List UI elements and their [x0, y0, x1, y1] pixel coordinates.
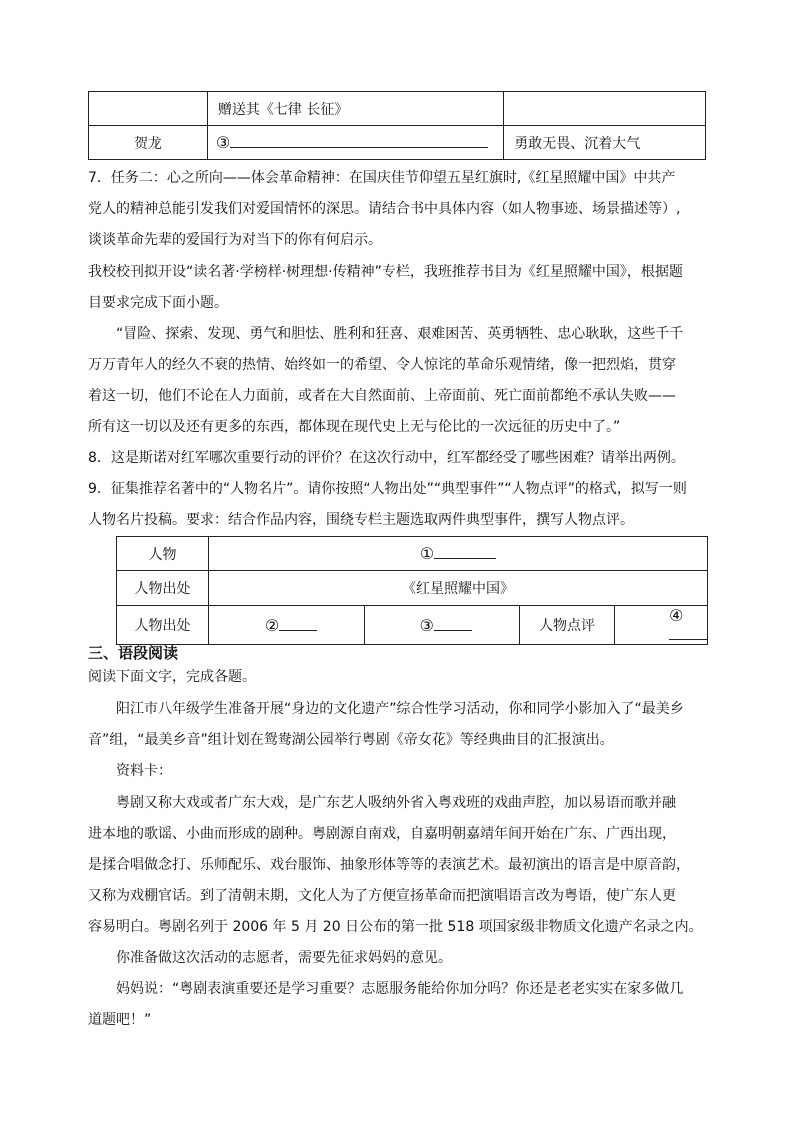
- q9-line: 9．征集推荐名著中的“人物名片”。请你按照“人物出处”“典型事件”“人物点评”的格式，拟写一则: [88, 481, 687, 497]
- table2-cell: [208, 537, 707, 571]
- quote-line: 着这一切，他们不论在人力面前，或者在大自然面前、上帝面前、死亡面前都绝不承认失败——: [88, 388, 676, 404]
- q9-line: 人物名片投稿。要求：结合作品内容，围绕专栏主题选取两件典型事件，撰写人物点评。: [88, 512, 634, 528]
- table2-cell: [117, 571, 209, 606]
- card-label: 资料卡：: [116, 763, 172, 779]
- source-value: 《红星照耀中国》: [401, 581, 514, 597]
- answer-blank[interactable]: [434, 544, 496, 559]
- source-label-2: 人物出处: [134, 618, 191, 634]
- paragraph-line: 妈妈说：“粤剧表演重要还是学习重要？志愿服务能给你加分吗？你还是老老实实在家多做几: [116, 981, 684, 997]
- table1-cell: [504, 126, 706, 160]
- quote-line: 万万青年人的经久不衰的热情、始终如一的希望、令人惊诧的革命乐观情绪，像一把烈焰，贯穿: [88, 357, 676, 373]
- comment-label: 人物点评: [538, 618, 595, 634]
- person-label: 人物: [148, 546, 177, 563]
- q7-line: 7．任务二：心之所向——体会革命精神：在国庆佳节仰望五星红旗时,《红星照耀中国》中共产: [88, 170, 676, 186]
- q7-line: 谈谈革命先辈的爱国行为对当下的你有何启示。: [88, 232, 382, 248]
- paragraph-line: 又称为戏棚官话。到了清朝末期，文化人为了方便宣扬革命而把演唱语言改为粤语，使广东人更: [88, 888, 676, 904]
- table1-trait: 勇敢无畏、沉着大气: [514, 135, 641, 152]
- intro-line: 目要求完成下面小题。: [88, 295, 228, 311]
- q7-line: 党人的精神总能引发我们对爱国情怀的深思。请结合书中具体内容（如人物事迹、场景描述等）,: [88, 201, 681, 217]
- table1-cell: [504, 92, 706, 126]
- quote-line: “冒险、探索、发现、勇气和胆怯、胜利和狂喜、艰难困苦、英勇牺牲、忠心耿耿，这些千千: [116, 326, 684, 342]
- paragraph-line: 进本地的歌谣、小曲而形成的剧种。粤剧源自南戏，自嘉明朝嘉靖年间开始在广东、广西出现，: [88, 826, 676, 842]
- table2-cell: [117, 606, 209, 645]
- quote-line: 所有这一切以及还有更多的东西，都体现在现代史上无与伦比的一次远征的历史中了。”: [88, 419, 621, 435]
- table1-name: 贺龙: [133, 135, 162, 152]
- table1-cell: [89, 126, 208, 160]
- circle-mark-3: ③: [215, 133, 231, 152]
- circle-mark-2: ②: [264, 615, 280, 635]
- circle-mark-3: ③: [419, 615, 434, 635]
- table2-cell: [208, 571, 707, 606]
- answer-blank[interactable]: [279, 616, 317, 631]
- table1-cell: [207, 126, 503, 160]
- paragraph-line: 是揉合唱做念打、乐师配乐、戏台服饰、抽象形体等等的表演艺术。最初演出的语言是中原音韵，: [88, 857, 690, 873]
- table2-cell: [519, 606, 614, 645]
- paragraph-line: 阳江市八年级学生准备开展“身边的文化遗产”综合性学习活动，你和同学小影加入了“最美乡: [116, 701, 684, 717]
- source-label: 人物出处: [134, 581, 191, 597]
- table-person-card: [116, 536, 708, 645]
- answer-blank[interactable]: [669, 625, 707, 640]
- intro-line: 我校校刊拟开设“读名著·学榜样·树理想·传精神”专栏，我班推荐书目为《红星照耀中国》，根据题: [88, 264, 683, 280]
- table2-cell: [615, 606, 708, 645]
- answer-blank[interactable]: [230, 133, 488, 148]
- paragraph-line: 你准备做这次活动的志愿者，需要先征求妈妈的意见。: [116, 950, 452, 966]
- section-title: 三、语段阅读: [88, 644, 179, 662]
- paragraph-line: 容易明白。粤剧名列于 2006 年 5 月 20 日公布的第一批 518 项国家级非物质文化遗产名录之内。: [88, 919, 703, 935]
- table1-cell: [89, 92, 208, 126]
- paragraph-line: 音”组，“最美乡音”组计划在鸳鸯湖公园举行粤剧《帝女花》等经典曲目的汇报演出。: [88, 732, 614, 748]
- table2-cell: [117, 537, 209, 571]
- circle-mark-4: ④: [669, 606, 684, 625]
- answer-blank[interactable]: [434, 616, 472, 631]
- table-roles: [88, 91, 706, 160]
- paragraph-line: 粤剧又称大戏或者广东大戏，是广东艺人吸纳外省入粤戏班的戏曲声腔，加以易语而歌并融: [116, 795, 676, 811]
- section-instruction: 阅读下面文字，完成各题。: [88, 669, 256, 685]
- table2-cell: [365, 606, 520, 645]
- table1-row1-text: 赠送其《七律 长征》: [217, 101, 349, 118]
- table1-cell: [207, 92, 503, 126]
- q8-line: 8．这是斯诺对红军哪次重要行动的评价？在这次行动中，红军都经受了哪些困难？请举出两例。: [88, 450, 685, 466]
- circle-mark-1: ①: [419, 544, 435, 563]
- table2-cell: [208, 606, 365, 645]
- paragraph-line: 道题吧！”: [88, 1012, 152, 1028]
